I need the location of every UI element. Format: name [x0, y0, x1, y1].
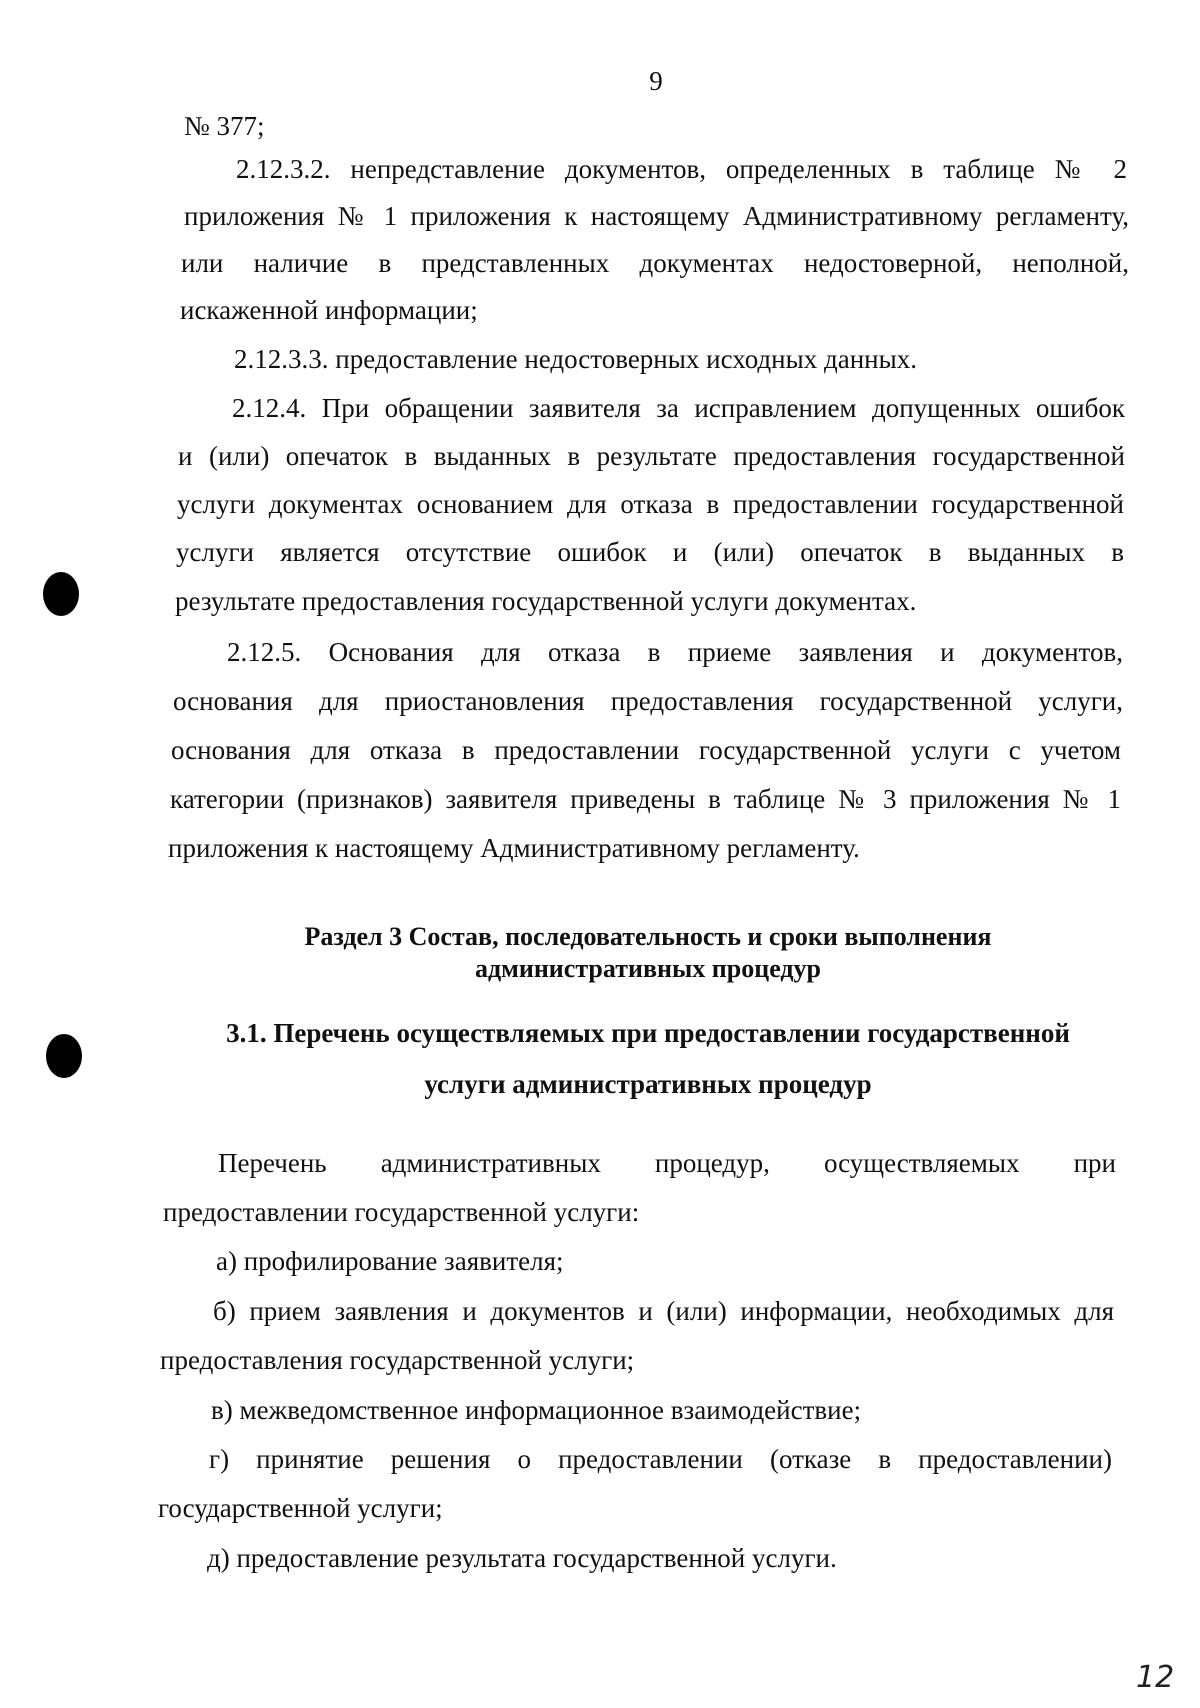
handwritten-page-number: 12 — [1136, 1660, 1175, 1695]
text-line: или наличие в представленных документах недостоверной, неполной, — [181, 248, 1129, 278]
text-line: 2.12.3.3. предоставление недостоверных исходных данных. — [234, 344, 918, 374]
text-line: результате предоставления государственной услуги документах. — [175, 586, 917, 616]
text-line: основания для приостановления предоставления государственной услуги, — [173, 686, 1123, 716]
page-number: 9 — [649, 66, 663, 96]
list-item: д) предоставление результата государственной услуги. — [207, 1543, 837, 1573]
text-line: приложения к настоящему Административному регламенту. — [168, 833, 860, 863]
list-item: б) прием заявления и документов и (или) информации, необходимых для — [213, 1296, 1114, 1326]
text-line: и (или) опечаток в выданных в результате предоставления государственной — [178, 441, 1125, 471]
text-line: услуги является отсутствие ошибок и (или) опечаток в выданных в — [176, 537, 1124, 567]
text-line: № 377; — [184, 111, 265, 141]
section-heading-line: административных процедур — [474, 954, 822, 983]
subsection-heading-line: услуги административных процедур — [424, 1069, 872, 1099]
text-line: предоставлении государственной услуги: — [163, 1197, 640, 1227]
text-line: 2.12.4. При обращении заявителя за исправлением допущенных ошибок — [232, 393, 1125, 423]
subsection-heading-line: 3.1. Перечень осуществляемых при предоставлении государственной — [226, 1018, 1070, 1048]
list-item: а) профилирование заявителя; — [216, 1246, 564, 1276]
punch-hole — [43, 572, 79, 616]
text-line: Перечень административных процедур, осуществляемых при — [218, 1148, 1116, 1178]
text-line: 2.12.5. Основания для отказа в приеме заявления и документов, — [227, 637, 1123, 667]
text-line: основания для отказа в предоставлении государственной услуги с учетом — [171, 735, 1121, 765]
text-line: 2.12.3.2. непредставление документов, определенных в таблице № 2 — [236, 154, 1127, 184]
text-line: приложения № 1 приложения к настоящему Административному регламенту, — [184, 201, 1129, 231]
text-line: услуги документах основанием для отказа в предоставлении государственной — [177, 489, 1124, 519]
section-heading-line: Раздел 3 Состав, последовательность и сроки выполнения — [304, 922, 992, 951]
list-item: г) принятие решения о предоставлении (отказе в предоставлении) — [209, 1444, 1112, 1474]
text-line: государственной услуги; — [158, 1493, 443, 1523]
text-line: искаженной информации; — [180, 295, 478, 325]
text-line: категории (признаков) заявителя приведены в таблице № 3 приложения № 1 — [170, 784, 1121, 814]
text-line: предоставления государственной услуги; — [160, 1345, 635, 1375]
punch-hole — [46, 1034, 82, 1078]
list-item: в) межведомственное информационное взаимодействие; — [211, 1395, 862, 1425]
